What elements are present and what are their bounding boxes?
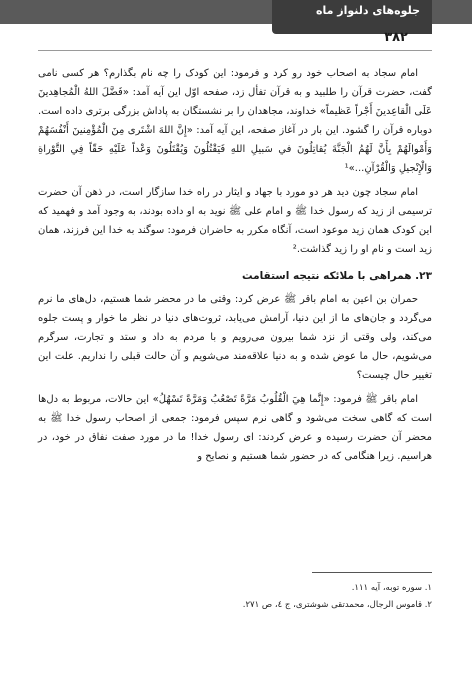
page-body xyxy=(38,64,432,471)
page-number: ۳۸۲ xyxy=(384,30,408,45)
paragraph-2: امام سجاد چون دید هر دو مورد با جهاد و ایثار در راه خدا سازگار است، در ذهن آن حضرت ترسیمی از زید که رسول خدا ﷺ و امام علی ﷺ نوید به او داده بودند، به وجود آمد و فهمید که این کودک همان زید موعود است، آنگاه مکرر به حاضران فرمود: سوگند به خدا این فرزند، همان زید است و نام او را زید گذاشت.² xyxy=(38,187,432,255)
paragraph-3: حمران بن اعین به امام باقر ﷺ عرض کرد: وقتی ما در محضر شما هستیم، دل‌های ما نرم می‌گردد و جان‌های ما از این دنیا، آرامش می‌یابد، ثروت‌های دنیا در نظر ما خوار و پست جلوه می‌کند، ولی وقتی از نزد شما بیرون می‌رویم و با مردم به داد و ستد و تجارت، سرگرم می‌شویم، حال ما عوض شده و به دنیا علاقه‌مند می‌شویم و آن حالت قبلی را نداریم. علت این تغییر حال چیست؟ xyxy=(38,294,432,381)
page-header xyxy=(0,0,472,56)
section-number: ۲۳. xyxy=(415,270,432,282)
footnote-rule xyxy=(312,572,432,573)
footnote-1: ۱. سوره توبه، آیه ۱۱۱. xyxy=(351,583,432,593)
book-title: جلوه‌های دلنواز ماه xyxy=(315,4,420,17)
paragraph-4: امام باقر ﷺ فرمود: «إِنَّما هِيَ الْقُلُوبُ مَرَّةً تَصْعُبُ وَمَرَّةً تَسْهُلُ» این حالات، مربوط به دل‌ها است که گاهی سخت می‌شود و گاهی نرم سپس فرمود: جمعی از اصحاب رسول خدا ﷺ به محضر آن حضرت رسیده و عرض کردند: ای رسول خدا! ما در مورد صفت نفاق در خود، در هراسیم. زیرا هنگامی که در حضور شما هستیم و نصایح و xyxy=(38,394,432,462)
section-heading xyxy=(38,267,432,286)
paragraph-1: امام سجاد به اصحاب خود رو کرد و فرمود: این کودک را چه نام بگذارم؟ هر کسی نامی گفت، حضرت قرآن را طلبید و به قرآن تفأل زد، صفحه اوّل این آیه آمد: «فَضَّلَ اللهُ الْمُجاهِدينَ عَلَى الْقاعِدينَ أَجْراً عَظيماً» خداوند، مجاهدان را بر نشستگان به پاداش بزرگی برتری داده است. دوباره قرآن را گشود. این بار در آغاز صفحه، این آیه آمد: «إِنَّ اللهَ اشْتَرى مِنَ الْمُؤْمِنينَ أَنْفُسَهُمْ وَأَمْوالَهُمْ بِأَنَّ لَهُمُ الْجَنَّةَ يُقاتِلُونَ في سَبيلِ اللهِ فَيَقْتُلُونَ وَيُقْتَلُونَ وَعْداً عَلَيْهِ حَقّاً فِي التَّوْراةِ وَالْإِنْجيلِ وَالْقُرْآنِ...»¹ xyxy=(38,68,432,174)
header-rule xyxy=(38,50,432,51)
section-title: همراهی با ملائکه نتیجه استقامت xyxy=(241,270,412,282)
footnote-2: ۲. قاموس الرجال، محمدتقی شوشتری، ج ٤، ص ٢٧١. xyxy=(242,600,432,610)
footnotes xyxy=(38,580,432,614)
